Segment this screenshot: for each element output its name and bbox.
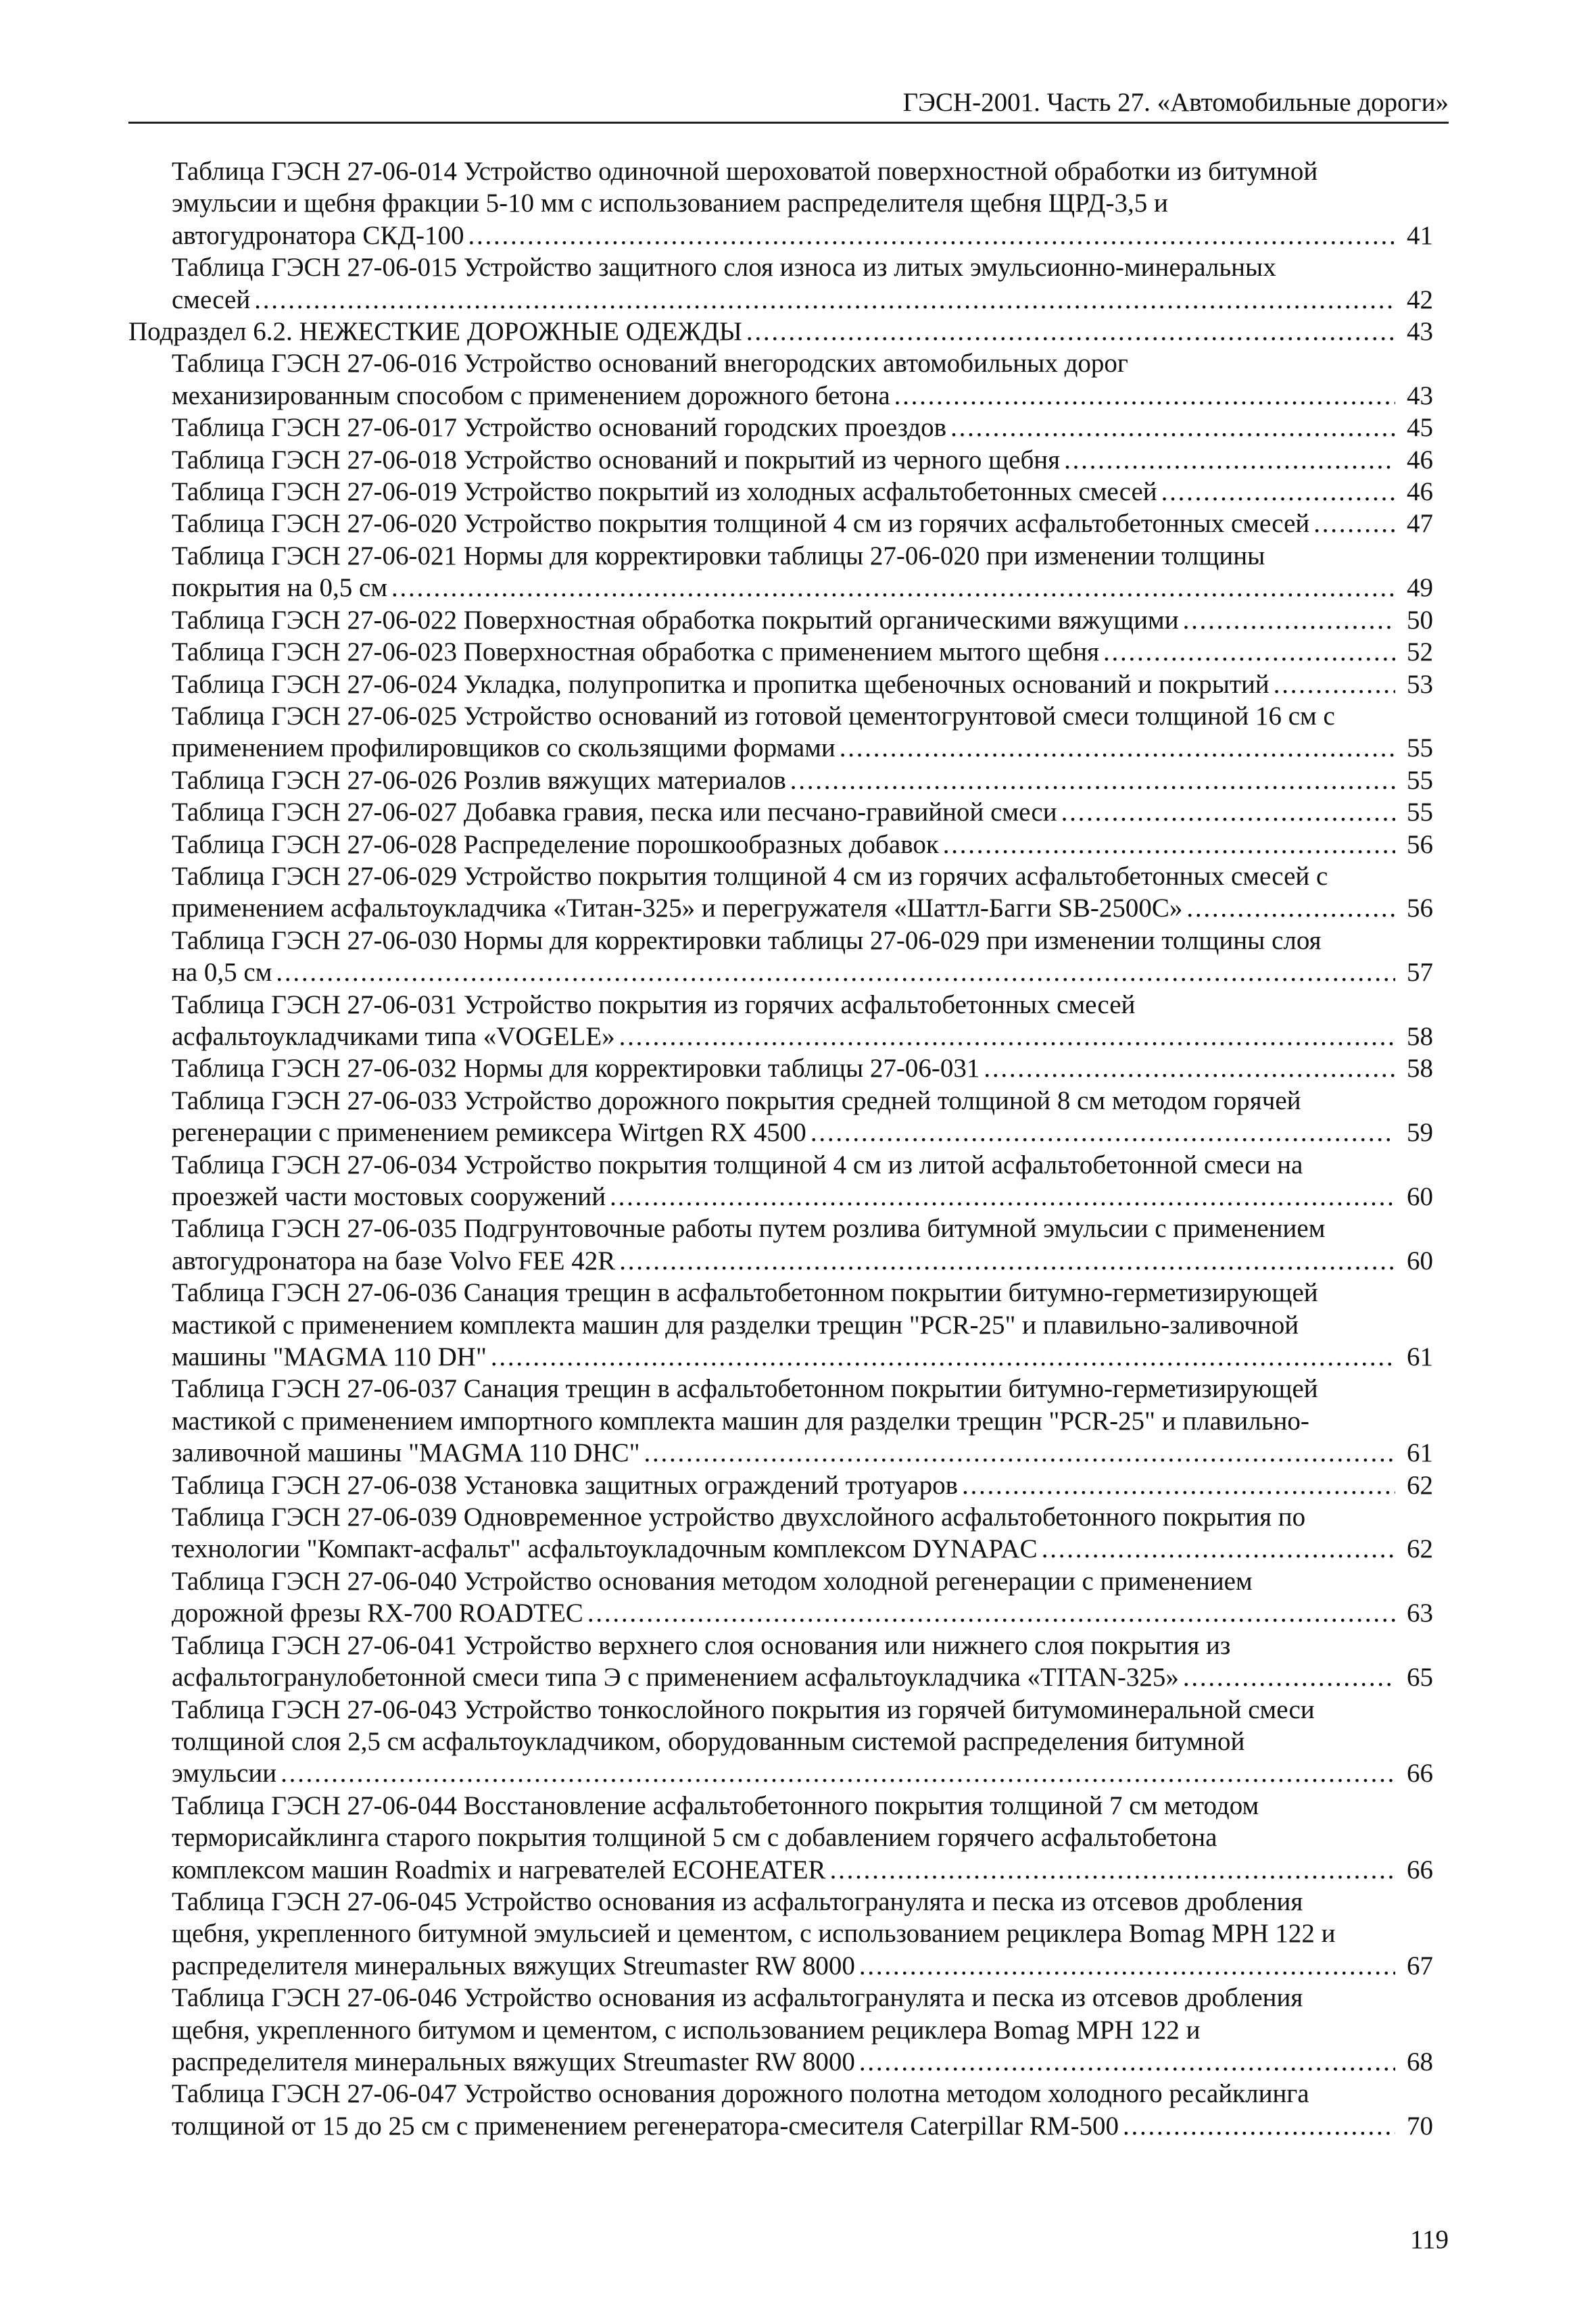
toc-entry xyxy=(128,2078,1433,2142)
dot-leader xyxy=(1183,1661,1395,1693)
toc-entry-last-line xyxy=(172,508,1433,539)
toc-entry-last-line xyxy=(172,284,1433,316)
toc-entry-last-line xyxy=(172,1437,1433,1469)
toc-entry xyxy=(128,1790,1433,1886)
toc-entry-line xyxy=(172,1982,1433,2014)
toc-page-ref: 55 xyxy=(1407,765,1433,795)
toc-entry-last-line xyxy=(172,1341,1433,1373)
toc-page-ref: 58 xyxy=(1407,1054,1433,1083)
toc-entry-text: Таблица ГЭСН 27-06-023 Поверхностная обработка с применением мытого щебня xyxy=(172,637,1100,667)
toc-entry-line xyxy=(172,989,1433,1021)
toc-page-ref: 56 xyxy=(1407,894,1433,923)
toc-entry-line xyxy=(172,1501,1433,1533)
toc-entry xyxy=(128,1982,1433,2078)
toc-entry xyxy=(128,1149,1433,1213)
toc-entry-last-line xyxy=(172,1661,1433,1693)
toc-entry-line xyxy=(172,1213,1433,1244)
toc-entry-line xyxy=(172,1726,1433,1757)
toc-entry-text: Таблица ГЭСН 27-06-036 Санация трещин в асфальтобетонном покрытии битумно-герметизирующей xyxy=(172,1278,1318,1308)
toc-entry-line xyxy=(172,1565,1433,1597)
toc-page-ref: 53 xyxy=(1407,669,1433,699)
toc-page-ref: 41 xyxy=(1407,220,1433,250)
toc-page-ref: 43 xyxy=(1407,317,1433,347)
toc-entry-text: проезжей части мостовых сооружений xyxy=(172,1182,606,1211)
dot-leader xyxy=(610,1181,1395,1213)
toc-entry-last-line xyxy=(172,796,1433,828)
toc-page-ref: 66 xyxy=(1407,1759,1433,1788)
toc-page-ref: 42 xyxy=(1407,285,1433,314)
toc-entry xyxy=(128,1694,1433,1790)
toc-entry-last-line xyxy=(172,1117,1433,1148)
toc-entry-text: Таблица ГЭСН 27-06-018 Устройство оснований и покрытий из черного щебня xyxy=(172,445,1061,474)
toc-entry-text: на 0,5 см xyxy=(172,958,272,988)
dot-leader xyxy=(1161,476,1395,508)
toc-entry-text: механизированным способом с применением дорожного бетона xyxy=(172,381,890,410)
toc-entry xyxy=(128,476,1433,508)
toc-entry-text: Таблица ГЭСН 27-06-032 Нормы для корректировки таблицы 27-06-031 xyxy=(172,1054,980,1083)
toc-entry-text: технологии "Компакт-асфальт" асфальтоукладочным комплексом DYNAPAC xyxy=(172,1534,1038,1564)
toc-entry-last-line xyxy=(172,604,1433,636)
toc-entry-last-line xyxy=(172,1021,1433,1052)
toc-entry-line xyxy=(172,1309,1433,1341)
toc-entry-text: комплексом машин Roadmix и нагревателей ECOHEATER xyxy=(172,1855,826,1884)
running-header: ГЭСН-2001. Часть 27. «Автомобильные дороги» xyxy=(902,88,1449,117)
toc-entry-last-line xyxy=(172,1469,1433,1501)
toc-entry-text: Таблица ГЭСН 27-06-044 Восстановление асфальтобетонного покрытия толщиной 7 см методом xyxy=(172,1790,1259,1820)
toc-entry-text: Таблица ГЭСН 27-06-025 Устройство оснований из готовой цементогрунтовой смеси толщиной 16 см с xyxy=(172,701,1335,731)
toc-entry-line xyxy=(172,1405,1433,1437)
toc-page-ref: 52 xyxy=(1407,637,1433,667)
toc-entry-text: Таблица ГЭСН 27-06-029 Устройство покрытия толщиной 4 см из горячих асфальтобетонных смесей с xyxy=(172,861,1328,891)
toc-entry-text: распределителя минеральных вяжущих Streumaster RW 8000 xyxy=(172,2047,855,2076)
toc-entry-line xyxy=(172,251,1433,283)
toc-entry xyxy=(128,412,1433,443)
toc-entry xyxy=(128,636,1433,668)
toc-entry xyxy=(128,668,1433,700)
dot-leader xyxy=(619,1021,1395,1052)
toc-entry xyxy=(128,925,1433,989)
toc-entry xyxy=(128,540,1433,604)
toc-entry-text: Таблица ГЭСН 27-06-021 Нормы для корректировки таблицы 27-06-020 при изменении толщины xyxy=(172,541,1265,570)
toc-entry-text: регенерации с применением ремиксера Wirtgen RX 4500 xyxy=(172,1118,806,1148)
toc-entry-text: Таблица ГЭСН 27-06-035 Подгрунтовочные работы путем розлива битумной эмульсии с применением xyxy=(172,1214,1326,1244)
toc-page-ref: 61 xyxy=(1407,1438,1433,1468)
toc-entry xyxy=(128,764,1433,796)
dot-leader xyxy=(644,1437,1395,1469)
toc-page-ref: 68 xyxy=(1407,2047,1433,2076)
toc-entry-text: Таблица ГЭСН 27-06-041 Устройство верхнего слоя основания или нижнего слоя покрытия из xyxy=(172,1630,1231,1660)
toc-page-ref: 62 xyxy=(1407,1470,1433,1500)
toc-entry-text: Таблица ГЭСН 27-06-037 Санация трещин в асфальтобетонном покрытии битумно-герметизирующей xyxy=(172,1374,1318,1404)
toc-entry-line xyxy=(172,860,1433,892)
dot-leader xyxy=(276,956,1395,988)
toc-entry-line xyxy=(172,700,1433,732)
toc-entry-text: мастикой с применением комплекта машин для разделки трещин "PCR-25" и плавильно-заливочной xyxy=(172,1310,1299,1340)
toc-page-ref: 47 xyxy=(1407,509,1433,539)
toc-entry-last-line xyxy=(128,316,1433,347)
toc-entry-text: Таблица ГЭСН 27-06-022 Поверхностная обработка покрытий органическими вяжущими xyxy=(172,605,1179,635)
toc-entry-text: Таблица ГЭСН 27-06-016 Устройство оснований внегородских автомобильных дорог xyxy=(172,349,1128,379)
toc-entry-text: применением профилировщиков со скользящими формами xyxy=(172,733,836,763)
dot-leader xyxy=(830,1854,1395,1886)
toc-entry-line xyxy=(172,1886,1433,1918)
toc-page-ref: 70 xyxy=(1407,2111,1433,2141)
toc-entry-last-line xyxy=(172,764,1433,796)
toc-entry-text: Таблица ГЭСН 27-06-031 Устройство покрытия из горячих асфальтобетонных смесей xyxy=(172,990,1136,1019)
dot-leader xyxy=(281,1757,1395,1789)
dot-leader xyxy=(1123,2110,1395,2142)
toc-entry-line xyxy=(172,1630,1433,1661)
dot-leader xyxy=(619,1245,1395,1277)
toc-entry-line xyxy=(172,1373,1433,1405)
toc-page-ref: 56 xyxy=(1407,829,1433,859)
toc-entry-line xyxy=(172,2014,1433,2046)
toc-entry-last-line xyxy=(172,476,1433,508)
toc-entry-text: Таблица ГЭСН 27-06-040 Устройство основания методом холодной регенерации с применением xyxy=(172,1566,1253,1596)
toc-entry-text: распределителя минеральных вяжущих Streumaster RW 8000 xyxy=(172,1951,855,1980)
dot-leader xyxy=(1042,1533,1395,1565)
toc-entry-last-line xyxy=(172,1052,1433,1084)
dot-leader xyxy=(859,2046,1395,2078)
toc-entry-last-line xyxy=(172,636,1433,668)
toc-entry-text: эмульсии и щебня фракции 5-10 мм с использованием распределителя щебня ЩРД-3,5 и xyxy=(172,189,1168,218)
dot-leader xyxy=(1061,796,1395,828)
toc-entry-text: щебня, укрепленного битумом и цементом, с использованием рециклера Bomag MPH 122 и xyxy=(172,2015,1201,2045)
toc-entry-text: дорожной фрезы RX-700 ROADTEC xyxy=(172,1599,583,1628)
toc-entry xyxy=(128,989,1433,1053)
toc-entry-text: Таблица ГЭСН 27-06-019 Устройство покрытий из холодных асфальтобетонных смесей xyxy=(172,477,1157,507)
toc-entry-line xyxy=(172,1149,1433,1181)
toc-page-ref: 58 xyxy=(1407,1021,1433,1051)
toc-section-heading xyxy=(128,316,1433,347)
toc-entry-last-line xyxy=(172,412,1433,443)
toc-entry-text: Таблица ГЭСН 27-06-033 Устройство дорожного покрытия средней толщиной 8 см методом горячей xyxy=(172,1086,1301,1115)
toc-entry-last-line xyxy=(172,668,1433,700)
toc-entry-text: заливочной машины "MAGMA 110 DHC" xyxy=(172,1438,640,1468)
toc-entry-last-line xyxy=(172,444,1433,476)
toc-entry-last-line xyxy=(172,829,1433,860)
toc-page-ref: 65 xyxy=(1407,1663,1433,1692)
toc-entry-line xyxy=(172,1918,1433,1949)
toc-page-ref: 57 xyxy=(1407,958,1433,988)
toc-entry-last-line xyxy=(172,1533,1433,1565)
toc-entry-line xyxy=(172,1085,1433,1117)
toc-entry-last-line xyxy=(172,2046,1433,2078)
toc-entry-last-line xyxy=(172,892,1433,924)
header-rule xyxy=(128,122,1449,124)
toc-entry xyxy=(128,1501,1433,1565)
toc-entry-last-line xyxy=(172,732,1433,764)
toc-entry-text: Таблица ГЭСН 27-06-024 Укладка, полупропитка и пропитка щебеночных оснований и покрытий xyxy=(172,669,1269,699)
toc-page-ref: 50 xyxy=(1407,605,1433,635)
toc-entry xyxy=(128,508,1433,539)
toc-entry xyxy=(128,444,1433,476)
dot-leader xyxy=(491,1341,1395,1373)
toc-entry-text: автогудронатора СКД-100 xyxy=(172,220,464,250)
toc-entry xyxy=(128,860,1433,925)
toc-entry-last-line xyxy=(172,1245,1433,1277)
dot-leader xyxy=(1186,892,1395,924)
dot-leader xyxy=(1313,508,1395,539)
toc-entry xyxy=(128,1630,1433,1694)
toc-entry-text: Таблица ГЭСН 27-06-047 Устройство основания дорожного полотна методом холодного ресайклинга xyxy=(172,2079,1309,2109)
toc-entry xyxy=(128,796,1433,828)
toc-page-ref: 46 xyxy=(1407,445,1433,474)
toc-entry-last-line xyxy=(172,1597,1433,1629)
toc-entry-line xyxy=(172,187,1433,219)
toc-entry-last-line xyxy=(172,572,1433,604)
toc-entry xyxy=(128,1052,1433,1084)
toc-entry-text: покрытия на 0,5 см xyxy=(172,573,388,603)
toc-entry xyxy=(128,1213,1433,1277)
dot-leader xyxy=(391,572,1395,604)
dot-leader xyxy=(840,732,1395,764)
toc-entry-text: автогудронатора на базе Volvo FEE 42R xyxy=(172,1246,616,1275)
toc-page-ref: 67 xyxy=(1407,1951,1433,1980)
toc-entry xyxy=(128,700,1433,764)
toc-entry-text: Таблица ГЭСН 27-06-034 Устройство покрытия толщиной 4 см из литой асфальтобетонной смеси на xyxy=(172,1150,1303,1179)
toc-page-ref: 66 xyxy=(1407,1855,1433,1884)
toc-page-ref: 62 xyxy=(1407,1534,1433,1564)
dot-leader xyxy=(962,1469,1395,1501)
toc-entry-text: применением асфальтоукладчика «Титан-325» и перегружателя «Шаттл-Багги SB-2500C» xyxy=(172,894,1183,923)
toc-entry-text: Таблица ГЭСН 27-06-046 Устройство основания из асфальтогранулята и песка из отсевов дробления xyxy=(172,1983,1303,2013)
toc-page-ref: 46 xyxy=(1407,477,1433,507)
toc-entry-text: Таблица ГЭСН 27-06-030 Нормы для корректировки таблицы 27-06-029 при изменении толщины слоя xyxy=(172,925,1322,955)
toc-page-ref: 61 xyxy=(1407,1342,1433,1372)
toc-page-ref: 55 xyxy=(1407,733,1433,763)
dot-leader xyxy=(811,1117,1395,1148)
toc-entry-line xyxy=(172,1277,1433,1309)
dot-leader xyxy=(790,764,1395,796)
toc-entry-line xyxy=(172,1790,1433,1822)
toc-page-ref: 63 xyxy=(1407,1599,1433,1628)
dot-leader xyxy=(984,1052,1395,1084)
dot-leader xyxy=(859,1950,1395,1982)
toc-entry-text: Таблица ГЭСН 27-06-014 Устройство одиночной шероховатой поверхностной обработки из битумной xyxy=(172,157,1318,186)
table-of-contents xyxy=(128,155,1433,2142)
toc-entry-text: толщиной слоя 2,5 см асфальтоукладчиком, оборудованным системой распределения битумной xyxy=(172,1726,1245,1756)
dot-leader xyxy=(1274,668,1395,700)
dot-leader xyxy=(894,380,1395,412)
dot-leader xyxy=(950,412,1395,443)
toc-entry xyxy=(128,1277,1433,1373)
toc-entry-line xyxy=(172,2078,1433,2110)
toc-entry-text: асфальтоукладчиками типа «VOGELE» xyxy=(172,1021,615,1051)
dot-leader xyxy=(943,829,1395,860)
toc-entry-text: Таблица ГЭСН 27-06-043 Устройство тонкослойного покрытия из горячей битумоминеральной смеси xyxy=(172,1695,1315,1724)
toc-entry-line xyxy=(172,1694,1433,1726)
toc-entry-last-line xyxy=(172,1950,1433,1982)
toc-entry-text: машины "MAGMA 110 DH" xyxy=(172,1342,487,1372)
toc-page-ref: 49 xyxy=(1407,573,1433,603)
toc-entry-text: щебня, укрепленного битумной эмульсией и цементом, с использованием рециклера Bomag MPH 122 и xyxy=(172,1919,1336,1949)
toc-page-ref: 55 xyxy=(1407,798,1433,827)
toc-entry-text: Подраздел 6.2. НЕЖЕСТКИЕ ДОРОЖНЫЕ ОДЕЖДЫ xyxy=(128,317,742,347)
toc-entry xyxy=(128,1469,1433,1501)
dot-leader xyxy=(1183,604,1395,636)
toc-entry-text: Таблица ГЭСН 27-06-045 Устройство основания из асфальтогранулята и песка из отсевов дробления xyxy=(172,1886,1303,1916)
toc-page-ref: 43 xyxy=(1407,381,1433,410)
toc-entry-text: Таблица ГЭСН 27-06-017 Устройство оснований городских проездов xyxy=(172,413,947,443)
toc-entry-text: асфальтогранулобетонной смеси типа Э с применением асфальтоукладчика «TITAN-325» xyxy=(172,1663,1179,1692)
toc-entry-text: Таблица ГЭСН 27-06-015 Устройство защитного слоя износа из литых эмульсионно-минеральных xyxy=(172,253,1276,283)
toc-entry xyxy=(128,1085,1433,1149)
toc-entry xyxy=(128,829,1433,860)
toc-entry-line xyxy=(172,540,1433,572)
toc-entry xyxy=(128,1886,1433,1982)
toc-entry-line xyxy=(172,347,1433,379)
toc-entry-line xyxy=(172,925,1433,956)
toc-entry-text: Таблица ГЭСН 27-06-020 Устройство покрытия толщиной 4 см из горячих асфальтобетонных смесей xyxy=(172,509,1310,539)
toc-entry-text: Таблица ГЭСН 27-06-026 Розлив вяжущих материалов xyxy=(172,765,786,795)
dot-leader xyxy=(746,316,1395,347)
toc-page-ref: 59 xyxy=(1407,1118,1433,1148)
toc-entry-text: Таблица ГЭСН 27-06-039 Одновременное устройство двухслойного асфальтобетонного покрытия по xyxy=(172,1503,1306,1532)
toc-entry-text: Таблица ГЭСН 27-06-038 Установка защитных ограждений тротуаров xyxy=(172,1470,959,1500)
page-number: 119 xyxy=(1409,2225,1449,2254)
toc-entry-text: Таблица ГЭСН 27-06-028 Распределение порошкообразных добавок xyxy=(172,829,939,859)
toc-page-ref: 45 xyxy=(1407,413,1433,443)
dot-leader xyxy=(468,220,1395,251)
toc-entry-last-line xyxy=(172,1757,1433,1789)
toc-entry-text: толщиной от 15 до 25 см с применением регенератора-смесителя Caterpillar RM-500 xyxy=(172,2111,1119,2141)
toc-entry xyxy=(128,1565,1433,1630)
toc-entry-last-line xyxy=(172,1854,1433,1886)
dot-leader xyxy=(587,1597,1395,1629)
toc-entry xyxy=(128,347,1433,412)
toc-entry xyxy=(128,1373,1433,1469)
toc-entry-last-line xyxy=(172,1181,1433,1213)
toc-page-ref: 60 xyxy=(1407,1182,1433,1211)
toc-entry xyxy=(128,604,1433,636)
dot-leader xyxy=(254,284,1395,316)
toc-entry-text: смесей xyxy=(172,285,251,314)
toc-entry-text: терморисайклинга старого покрытия толщиной 5 см с добавлением горячего асфальтобетона xyxy=(172,1823,1217,1853)
toc-entry-last-line xyxy=(172,220,1433,251)
toc-entry-text: Таблица ГЭСН 27-06-027 Добавка гравия, песка или песчано-гравийной смеси xyxy=(172,798,1057,827)
toc-page-ref: 60 xyxy=(1407,1246,1433,1275)
toc-entry-last-line xyxy=(172,2110,1433,2142)
toc-entry-text: эмульсии xyxy=(172,1759,277,1788)
toc-entry-last-line xyxy=(172,380,1433,412)
toc-entry xyxy=(128,251,1433,316)
toc-entry-line xyxy=(172,1822,1433,1853)
dot-leader xyxy=(1064,444,1395,476)
toc-entry-line xyxy=(172,155,1433,187)
dot-leader xyxy=(1103,636,1395,668)
toc-entry-text: мастикой с применением импортного комплекта машин для разделки трещин "PCR-25" и плавильно- xyxy=(172,1406,1309,1436)
toc-entry-last-line xyxy=(172,956,1433,988)
toc-entry xyxy=(128,155,1433,251)
